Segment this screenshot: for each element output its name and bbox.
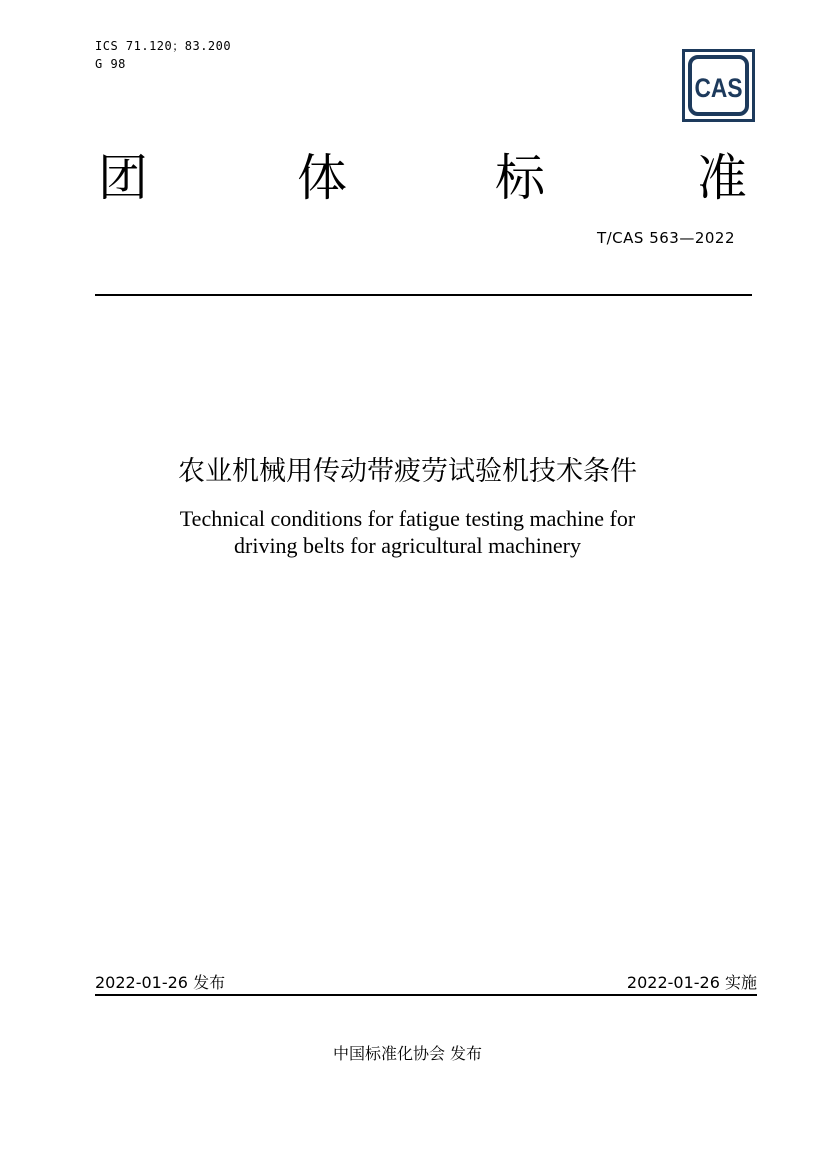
cas-logo xyxy=(682,49,755,122)
implementation-date: 2022-01-26 实施 xyxy=(626,973,757,992)
standard-type-char-4: 准 xyxy=(697,149,747,207)
ics-code: ICS 71.120；83.200 xyxy=(95,39,232,53)
classification-codes xyxy=(95,37,231,73)
title-english xyxy=(0,505,815,559)
title-chinese: 农业机械用传动带疲劳试验机技术条件 xyxy=(178,456,637,487)
standard-type-char-2: 体 xyxy=(297,149,347,207)
standard-type-char-3: 标 xyxy=(495,149,545,207)
publisher: 中国标准化协会 发布 xyxy=(332,1044,483,1063)
issue-date: 2022-01-26 发布 xyxy=(95,973,226,992)
standard-type-char-1: 团 xyxy=(98,149,148,207)
header-divider xyxy=(95,294,752,296)
title-english-line-1: Technical conditions for fatigue testing machine for xyxy=(179,506,636,531)
footer-divider xyxy=(95,994,757,996)
standard-number: T/CAS 563—2022 xyxy=(596,229,735,247)
ccs-code: G 98 xyxy=(95,57,126,71)
title-english-line-2: driving belts for agricultural machinery xyxy=(234,533,581,558)
logo-text: CAS xyxy=(694,73,743,103)
